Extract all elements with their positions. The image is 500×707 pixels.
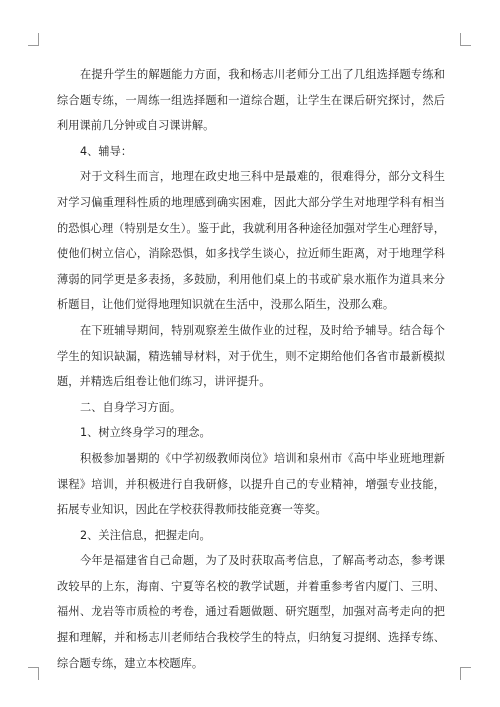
section-heading-information: 2、关注信息，把握走向。	[80, 528, 211, 542]
section-heading-lifelong-learning: 1、树立终身学习的理念。	[80, 426, 211, 440]
crop-mark-top-right	[460, 33, 471, 46]
crop-mark-bottom-left	[28, 667, 39, 680]
section-heading-tutoring: 4、辅导：	[80, 144, 133, 158]
section-heading-self-study: 二、自身学习方面。	[80, 400, 182, 414]
paragraph-training: 积极参加暑期的《中学初级教师岗位》培训和泉州市《高中毕业班地理新课程》培训，并积极进行自我研修，以提升自己的专业精神，增强专业技能，拓展专业知识，因此在学校获得教师技能竞赛一等奖。	[57, 451, 445, 517]
paragraph-solving-ability: 在提升学生的解题能力方面，我和杨志川老师分工出了几组选择题专练和综合题专练，一周练一组选择题和一道综合题，让学生在课后研究探讨，然后利用课前几分钟或自习课讲解。	[57, 68, 445, 133]
crop-mark-bottom-right	[460, 667, 471, 680]
paragraph-after-class-tutoring: 在下班辅导期间，特别观察差生做作业的过程，及时给予辅导。结合每个学生的知识缺漏，精选辅导材料，对于优生，则不定期给他们各省市最新模拟题，并精选后组卷让他们练习，讲评提升。	[57, 323, 445, 389]
paragraph-exam-information: 今年是福建省自己命题，为了及时获取高考信息，了解高考动态，参考课改较早的上东，海南、宁夏等名校的教学试题，并着重参考省内厦门、三明、福州、龙岩等市质检的考卷，通过看题做题、研究题型，加强对高考走向的把握和理解，并和杨志川老师结合我校学生的特点，归纳复习提纲、选择专练、综合题专练，建立本校题库。	[57, 554, 445, 670]
document-body	[57, 62, 445, 676]
crop-mark-top-left	[28, 33, 39, 46]
paragraph-liberal-arts-students: 对于文科生而言，地理在政史地三科中是最难的，很难得分，部分文科生对学习偏重理科性质的地理感到确实困难，因此大部分学生对地理学科有相当的恐惧心理（特别是女生）。鉴于此，我就利用各种途径加强对学生心理舒导，使他们树立信心，消除恐惧，如多找学生谈心，拉近师生距离，对于地理学科薄弱的同学更是多表扬，多鼓励，利用他们桌上的书或矿泉水瓶作为道具来分析题目，让他们觉得地理知识就在生活中，没那么陌生，没那么难。	[57, 170, 445, 312]
